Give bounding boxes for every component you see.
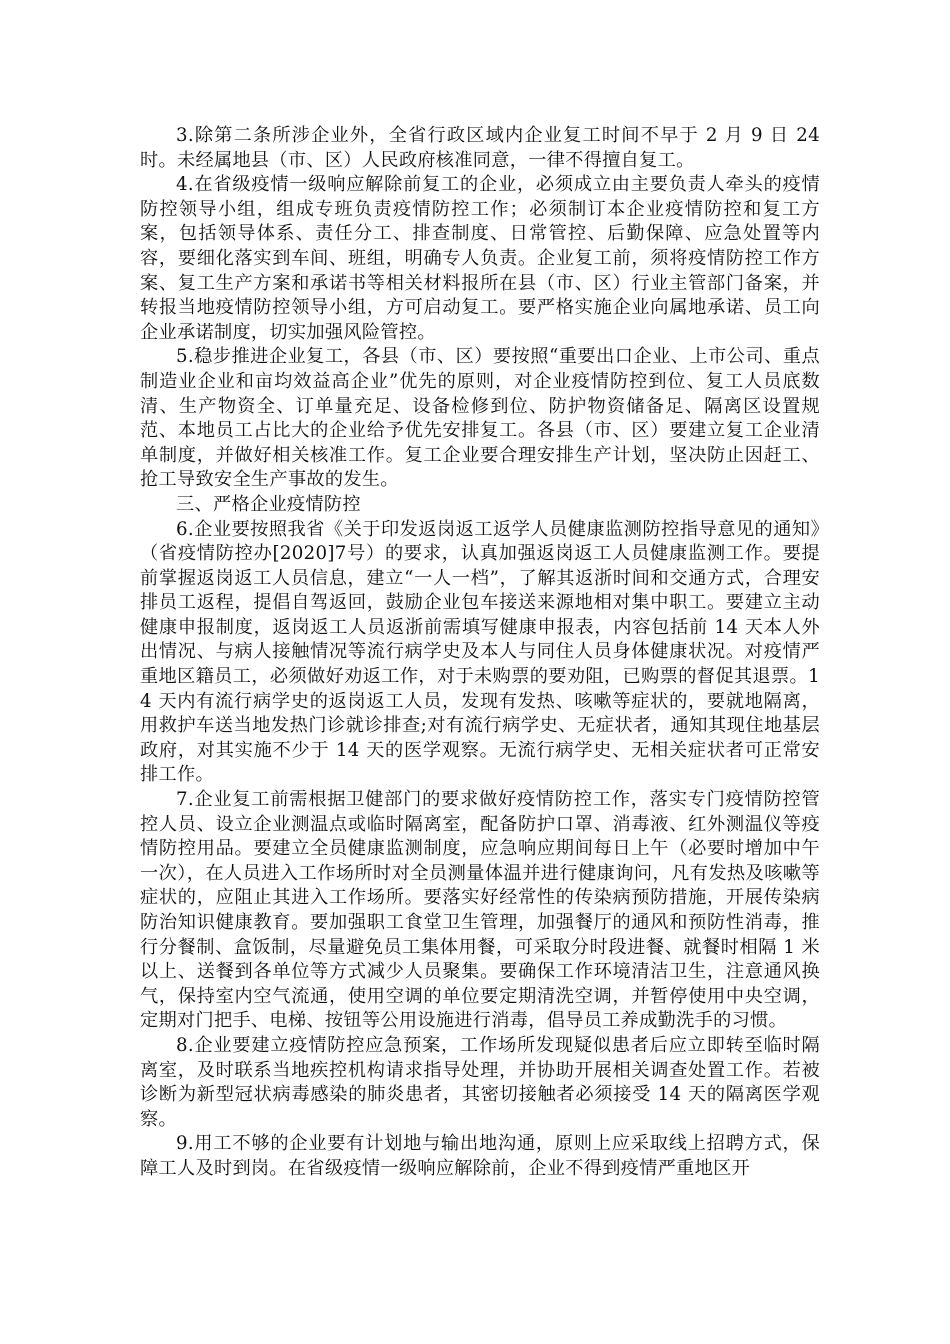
- document-page: [140, 124, 820, 1182]
- paragraph-item-3: 3.除第二条所涉企业外，全省行政区域内企业复工时间不早于 2 月 9 日 24 时。未经属地县（市、区）人民政府核准同意，一律不得擅自复工。: [140, 125, 820, 171]
- paragraph-item-8: 8.企业要建立疫情防控应急预案，工作场所发现疑似患者后应立即转至临时隔离室，及时联系当地疾控机构请求指导处理，并协助开展相关调查处置工作。若被诊断为新型冠状病毒感染的肺炎患者，其密切接触者必须接受 14 天的隔离医学观察。: [140, 1034, 820, 1130]
- paragraph-item-9: 9.用工不够的企业要有计划地与输出地沟通，原则上应采取线上招聘方式，保障工人及时到岗。在省级疫情一级响应解除前，企业不得到疫情严重地区开: [140, 1133, 820, 1179]
- section-heading-3: 三、严格企业疫情防控: [176, 493, 361, 515]
- paragraph-item-7: 7.企业复工前需根据卫健部门的要求做好疫情防控工作，落实专门疫情防控管控人员、设立企业测温点或临时隔离室，配备防护口罩、消毒液、红外测温仪等疫情防控用品。要建立全员健康监测制度，应急响应期间每日上午（必要时增加中午一次），在人员进入工作场所时对全员测量体温并进行健康询问，凡有发热及咳嗽等症状的，应阻止其进入工作场所。要落实好经常性的传染病预防措施，开展传染病防治知识健康教育。要加强职工食堂卫生管理，加强餐厅的通风和预防性消毒，推行分餐制、盒饭制，尽量避免员工集体用餐，可采取分时段进餐、就餐时相隔 1 米以上、送餐到各单位等方式减少人员聚集。要确保工作环境清洁卫生，注意通风换气，保持室内空气流通，使用空调的单位要定期清洗空调，并暂停使用中央空调，定期对门把手、电梯、按钮等公用设施进行消毒，倡导员工养成勤洗手的习惯。: [140, 789, 820, 1032]
- paragraph-item-4: 4.在省级疫情一级响应解除前复工的企业，必须成立由主要负责人牵头的疫情防控领导小组，组成专班负责疫情防控工作；必须制订本企业疫情防控和复工方案，包括领导体系、责任分工、排查制度、日常管控、后勤保障、应急处置等内容，要细化落实到车间、班组，明确专人负责。企业复工前，须将疫情防控工作方案、复工生产方案和承诺书等相关材料报所在县（市、区）行业主管部门备案，并转报当地疫情防控领导小组，方可启动复工。要严格实施企业向属地承诺、员工向企业承诺制度，切实加强风险管控。: [140, 174, 820, 343]
- paragraph-item-6: 6.企业要按照我省《关于印发返岗返工返学人员健康监测防控指导意见的通知》（省疫情防控办[2020]7号）的要求，认真加强返岗返工人员健康监测工作。要提前掌握返岗返工人员信息，建立“一人一档”，了解其返浙时间和交通方式，合理安排员工返程，提倡自驾返回，鼓励企业包车接送来源地相对集中职工。要建立主动健康申报制度，返岗返工人员返浙前需填写健康申报表，内容包括前 14 天本人外出情况、与病人接触情况等流行病学史及本人与同住人员身体健康状况。对疫情严重地区籍员工，必须做好劝返工作，对于未购票的要劝阻，已购票的督促其退票。14 天内有流行病学史的返岗返工人员，发现有发热、咳嗽等症状的，要就地隔离，用救护车送当地发热门诊就诊排查;对有流行病学史、无症状者，通知其现住地基层政府，对其实施不少于 14 天的医学观察。无流行病学史、无相关症状者可正常安排工作。: [140, 518, 820, 786]
- paragraph-item-5: 5.稳步推进企业复工，各县（市、区）要按照“重要出口企业、上市公司、重点制造业企业和亩均效益高企业”优先的原则，对企业疫情防控到位、复工人员底数清、生产物资全、订单量充足、设备检修到位、防护物资储备足、隔离区设置规范、本地员工占比大的企业给予优先安排复工。各县（市、区）要建立复工企业清单制度，并做好相关核准工作。复工企业要合理安排生产计划，坚决防止因赶工、抢工导致安全生产事故的发生。: [140, 346, 820, 491]
